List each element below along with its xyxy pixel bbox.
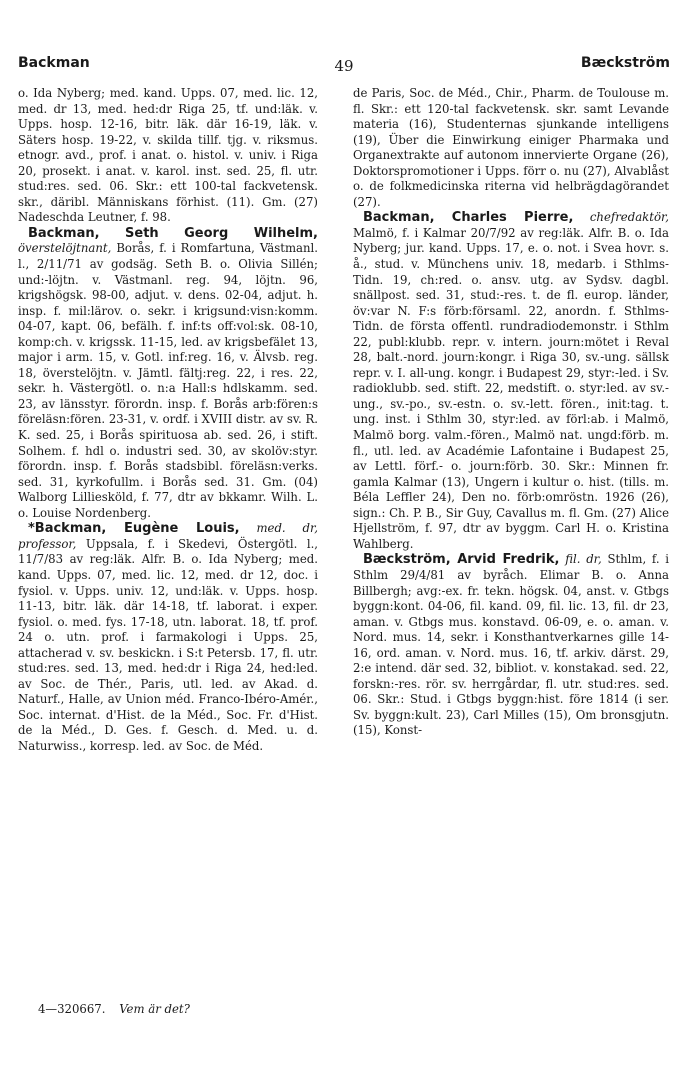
entry-text: Malmö, f. i Kalmar 20/7/92 av reg:läk. Alfr. B. o. Ida Nyberg; jur. kand. Upps. 17, e. o. not. i Svea hovr. s. å., stud. v. Münchens univ. 18, medarb. i Sthlms-Tidn. 19, ch:red. o. ansv. utg. av Sydsv. dagbl. snällpost. sed. 31, stud:-res. t. de fl. europ. länder, öv:var N. F:s förb:församl. 22, anordn. f. Sthlms-Tidn. de första offentl. rundradiodemonstr. i Sthlm 22, publ:klubb. repr. v. intern. journ:mötet i Reval 28, balt.-nord. journ:kongr. i Riga 30, sv.-ung. sällsk repr. v. I. all-ung. kongr. i Budapest 29, styr:-led. i Sv. radioklubb. sed. stift. 22, medstift. o. styr:led. av sv.-ung., sv.-po., sv.-estn. o. sv.-lett. fören., init:tag. t. ung. inst. i Sthlm 30, styr:led. av förl:ab. i Malmö, Malmö borg. valm.-fören., Malmö nat. ungd:förb. m. fl., utl. led. av Académie Lafontaine i Budapest 25, av Lettl. förf.- o. journ:förb. 30. Skr.: Minnen fr. gamla Kalmar (13), Ungern i kultur o. hist. (tills. m. Béla Leffler 24), Den no. förb:omröstn. 1926 (26), sign.: Ch. P. B., Sir Guy, Cavallus m. fl. Gm. (27) Alice Hjellström, f. 97, dtr av byggm. Carl H. o. Kristina Wahlberg.	[353, 225, 669, 551]
entry-title: överstelöjtnant,	[18, 241, 112, 256]
footer-motto: Vem är det?	[119, 1002, 190, 1016]
entry-baeckstrom-arvid	[353, 552, 669, 739]
printer-signature: 4—320667.	[38, 1002, 106, 1016]
entry-name: Bæckström, Arvid Fredrik,	[363, 552, 560, 568]
entry-name: Backman, Charles Pierre,	[363, 210, 574, 226]
entry-title: med. dr, professor,	[18, 521, 318, 551]
entry-text: Borås, f. i Romfartuna, Västmanl. l., 2/11/71 av godsäg. Seth B. o. Olivia Sillén; und:-löjtn. v. Västmanl. reg. 94, löjtn. 96, krigshögsk. 98-00, adjut. v. dens. 02-04, adjut. h. insp. f. mil:lärov. o. sekr. i krigsund:visn:komm. 04-07, kapt. 06, befälh. f. inf:ts off:vol:sk. 08-10, komp:ch. v. krigssk. 11-15, led. av krigsbefälet 13, major i arm. 15, v. Gotl. inf:reg. 16, v. Älvsb. reg. 18, överstelöjtn. v. Jämtl. fältj:reg. 22, i res. 22, sekr. h. Västergötl. o. n:a Hall:s hdlskamm. sed. 23, av länsstyr. förordn. insp. f. Borås arb:fören:s föreläsn:fören. 23-31, v. ordf. i XVIII distr. av sv. R. K. sed. 25, i Borås spirituosa ab. sed. 26, i stift. Solhem. f. hdl o. industri sed. 30, av skolöv:styr. förordn. insp. f. Borås stadsbibl. föreläsn:verks. sed. 31, kyrkofullm. i Borås sed. 31. Gm. (04) Walborg Lilliesköld, f. 77, dtr av bkkamr. Wilh. L. o. Louise Nordenberg.	[18, 241, 318, 520]
page-header	[18, 55, 670, 75]
entry-continuation	[353, 86, 669, 210]
header-left-keyword: Backman	[18, 55, 90, 71]
left-column	[18, 86, 318, 755]
entry-name: *Backman, Eugène Louis,	[28, 521, 240, 537]
entry-text: o. Ida Nyberg; med. kand. Upps. 07, med. lic. 12, med. dr 13, med. hed:dr Riga 25, tf. und:läk. v. Upps. hosp. 12-16, bitr. läk. där 16-19, läk. v. Säters hosp. 19-22, v. skilda tillf. tjg. v. riksmus. etnogr. avd., prof. i anat. o. histol. v. univ. i Riga 20, prosekt. i anat. v. karol. inst. sed. 25, fl. utr. stud:res. sed. 06. Skr.: ett 100-tal fackvetensk. skr., däribl. Människans förhist. (11). Gm. (27) Nadeschda Leutner, f. 98.	[18, 86, 318, 225]
entry-text: Sthlm, f. i Sthlm 29/4/81 av byråch. Elimar B. o. Anna Billbergh; avg:-ex. fr. tekn. högsk. 04, anst. v. Gtbgs byggn:kont. 04-06, fil. kand. 09, fil. lic. 13, fil. dr 23, aman. v. Gtbgs mus. konstavd. 06-09, e. o. aman. v. Nord. mus. 14, sekr. i Konsthantverkarnes gille 14-16, ord. aman. v. Nord. mus. 16, tf. arkiv. därst. 29, 2:e intend. där sed. 32, bibliot. v. konstakad. sed. 22, forskn:-res. rör. sv. herrgårdar, fl. utr. stud:res. sed. 06. Skr.: Stud. i Gtbgs byggn:hist. före 1814 (i ser. Sv. byggn:kult. 23), Carl Milles (15), Om bronsgjutn. (15), Konst-	[353, 552, 670, 738]
entry-backman-charles	[353, 210, 669, 552]
entry-text: Uppsala, f. i Skedevi, Östergötl. l., 11/7/83 av reg:läk. Alfr. B. o. Ida Nyberg; med. kand. Upps. 07, med. lic. 12, med. dr 12, doc. i fysiol. v. Upps. univ. 12, und:läk. v. Upps. hosp. 11-13, bitr. läk. där 14-18, tf. laborat. i exper. fysiol. o. med. fys. 17-18, utn. laborat. 18, tf. prof. 24 o. utn. prof. i farmakologi i Upps. 25, attacherad v. sv. beskickn. i S:t Petersb. 17, fl. utr. stud:res. sed. 13, med. hed:dr i Riga 24, hed:led. av Soc. de Thér., Paris, utl. led. av Akad. d. Naturf., Halle, av Union méd. Franco-Ibéro-Amér., Soc. internat. d'Hist. de la Méd., Soc. Fr. d'Hist. de la Méd., D. Ges. f. Gesch. d. Med. u. d. Naturwiss., korresp. led. av Soc. de Méd.	[18, 536, 318, 753]
page-number: 49	[334, 57, 354, 75]
entry-title: fil. dr,	[565, 552, 602, 567]
entry-title: chefredaktör,	[589, 210, 669, 225]
entry-backman-eugene	[18, 521, 318, 754]
entry-continuation	[18, 86, 318, 226]
entry-name: Backman, Seth Georg Wilhelm,	[28, 225, 318, 241]
right-column	[353, 86, 669, 739]
entry-text: de Paris, Soc. de Méd., Chir., Pharm. de Toulouse m. fl. Skr.: ett 120-tal fackvetensk. skr. samt Levande materia (16), Studenternas sjunkande intelligens (19), Über die Einwirkung einiger Pharmaka und Organextrakte auf autonom innervierte Organe (26), Doktorspromotioner i Upps. förr o. nu (27), Alvablåst o. de folkmedicinska riterna vid helbrägdagörandet (27).	[353, 86, 669, 209]
header-right-keyword: Bæckström	[580, 55, 670, 71]
page-footer	[38, 1002, 190, 1016]
entry-backman-seth	[18, 226, 318, 521]
